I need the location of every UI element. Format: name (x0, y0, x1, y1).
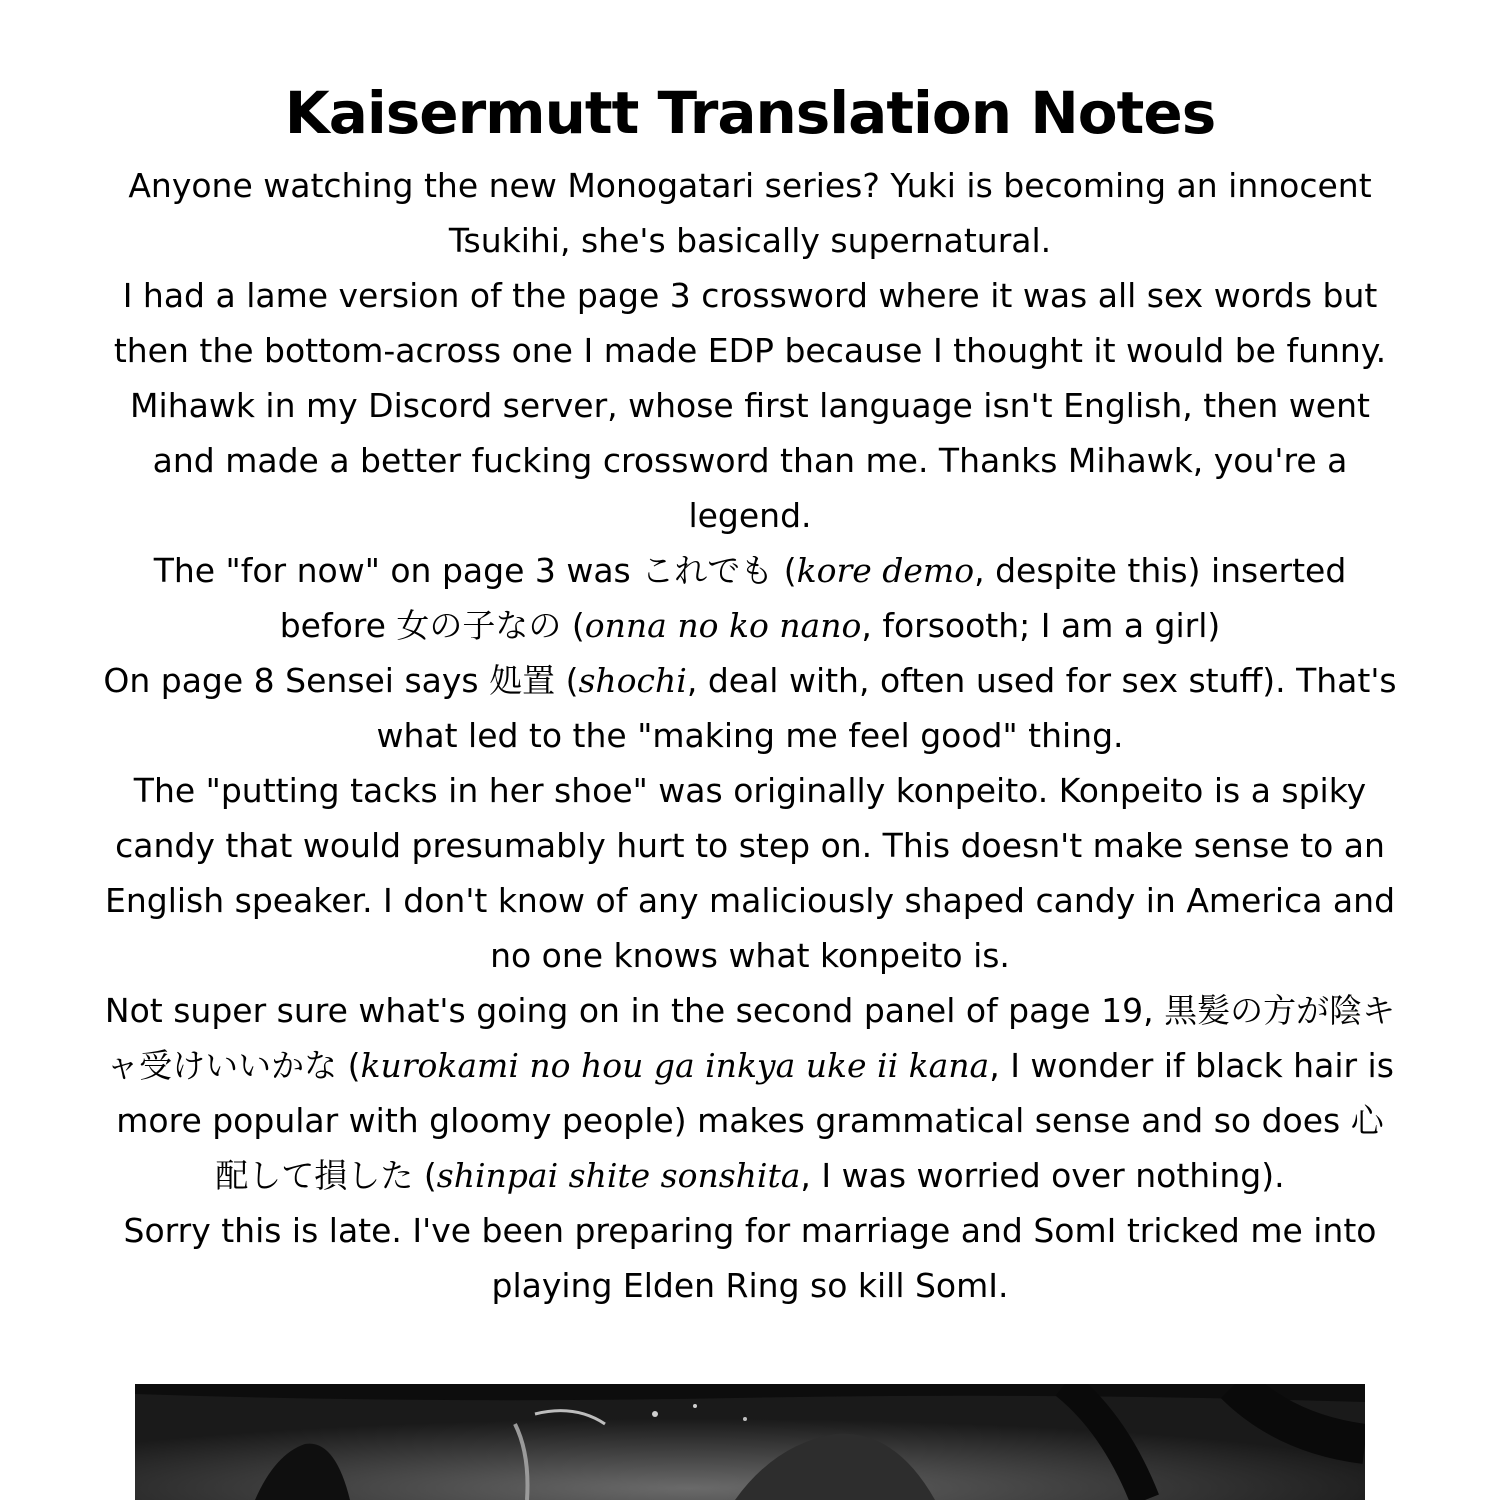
note-paragraph (100, 268, 1400, 543)
japanese-phrase: 心配して損した (215, 1101, 1384, 1195)
notes-body (100, 158, 1400, 1313)
romanized-phrase: shinpai shite sonshita (436, 1156, 801, 1195)
japanese-phrase: 処置 (489, 661, 556, 700)
note-text: Anyone watching the new Monogatari series? Yuki is becoming an innocent Tsukihi, she's basically supernatural. (128, 166, 1372, 260)
note-text: ( (555, 661, 579, 700)
japanese-phrase: これでも (641, 551, 774, 590)
note-paragraph (100, 1203, 1400, 1313)
note-text: I had a lame version of the page 3 crossword where it was all sex words but then the bottom-across one I made EDP because I thought it would be funny. Mihawk in my Discord server, whose first language isn't English, then went and made a better fucking crossword than me. Thanks Mihawk, you're a legend. (113, 276, 1387, 535)
note-text: , despite this) inserted before (279, 551, 1347, 645)
note-text: , deal with, often used for sex stuff). That's what led to the "making me feel good" thing. (376, 661, 1397, 755)
note-text: ( (773, 551, 797, 590)
manga-panel-image (135, 1384, 1365, 1500)
page-title: Kaisermutt Translation Notes (284, 79, 1216, 147)
note-text: , forsooth; I am a girl) (861, 606, 1221, 645)
note-paragraph (100, 158, 1400, 268)
note-text: The "putting tacks in her shoe" was originally konpeito. Konpeito is a spiky candy that would presumably hurt to step on. This doesn't make sense to an English speaker. I don't know of any maliciously shaped candy in America and no one knows what konpeito is. (104, 771, 1396, 975)
note-text: Not super sure what's going on in the second panel of page 19, (104, 991, 1165, 1030)
note-text: ( (337, 1046, 361, 1085)
note-paragraph (100, 983, 1400, 1203)
japanese-phrase: 女の子なの (396, 606, 562, 645)
note-text: Sorry this is late. I've been preparing for marriage and SomI tricked me into playing Elden Ring so kill SomI. (123, 1211, 1377, 1305)
romanized-phrase: kore demo (796, 551, 975, 590)
romanized-phrase: kurokami no hou ga inkya uke ii kana (360, 1046, 990, 1085)
romanized-phrase: shochi (578, 661, 687, 700)
japanese-phrase: 黒髪の方が陰キャ受けいいかな (106, 991, 1396, 1085)
note-paragraph (100, 763, 1400, 983)
note-text: The "for now" on page 3 was (153, 551, 642, 590)
note-text: , I was worried over nothing). (800, 1156, 1285, 1195)
manga-panel-artwork (135, 1384, 1365, 1500)
romanized-phrase: onna no ko nano (584, 606, 862, 645)
note-text: , I wonder if black hair is more popular with gloomy people) makes grammatical sense and so does (116, 1046, 1394, 1140)
note-text: ( (413, 1156, 437, 1195)
note-text: On page 8 Sensei says (103, 661, 490, 700)
note-paragraph (100, 543, 1400, 653)
note-paragraph (100, 653, 1400, 763)
note-text: ( (561, 606, 585, 645)
